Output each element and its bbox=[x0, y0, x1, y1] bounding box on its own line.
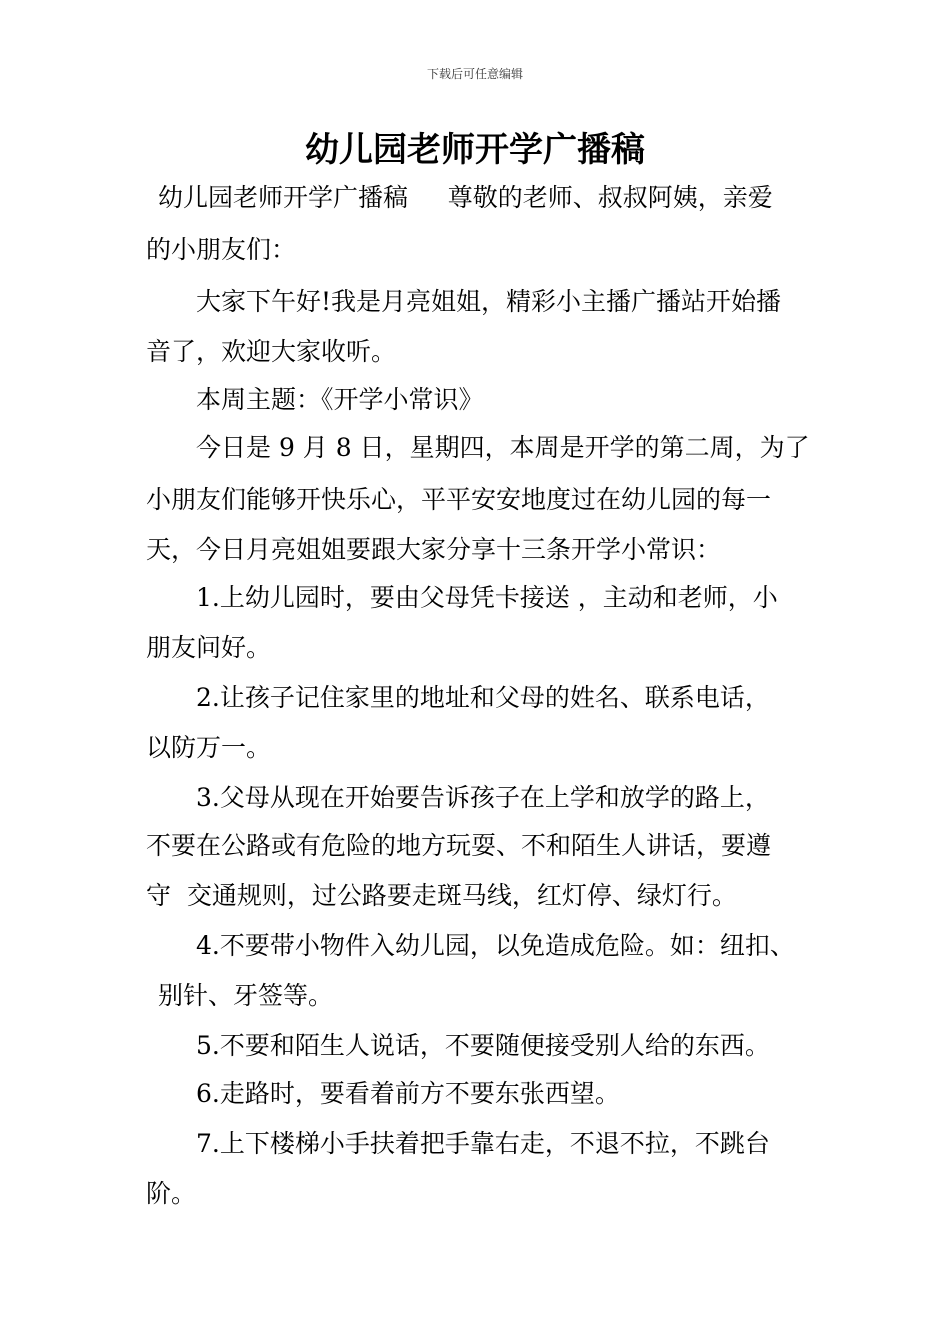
body-line: 守 交通规则，过公路要走斑马线，红灯停、绿灯行。 bbox=[146, 881, 737, 910]
body-line: 的小朋友们： bbox=[146, 235, 297, 264]
body-line: 6.走路时，要看着前方不要东张西望。 bbox=[196, 1079, 620, 1108]
body-line: 音了，欢迎大家收听。 bbox=[146, 337, 397, 366]
body-line: 不要在公路或有危险的地方玩耍、不和陌生人讲话，要遵 bbox=[146, 831, 772, 860]
body-line: 阶。 bbox=[146, 1179, 197, 1208]
body-line: 小朋友们能够开快乐心，平平安安地度过在幼儿园的每一 bbox=[146, 485, 772, 514]
body-line: 1.上幼儿园时，要由父母凭卡接送 ，主动和老师，小 bbox=[196, 583, 778, 612]
body-line: 天，今日月亮姐姐要跟大家分享十三条开学小常识： bbox=[146, 535, 722, 564]
body-line: 2.让孩子记住家里的地址和父母的姓名、联系电话， bbox=[196, 683, 770, 712]
body-line: 以防万一。 bbox=[146, 733, 272, 762]
body-line: 朋友问好。 bbox=[146, 633, 272, 662]
body-line: 今日是 9 月 8 日，星期四，本周是开学的第二周，为了 bbox=[196, 433, 810, 462]
body-line: 大家下午好!我是月亮姐姐，精彩小主播广播站开始播 bbox=[196, 287, 782, 316]
body-line: 7.上下楼梯小手扶着把手靠右走，不退不拉，不跳台 bbox=[196, 1129, 770, 1158]
body-line: 本周主题：《开学小常识》 bbox=[196, 385, 484, 414]
body-line: 3.父母从现在开始要告诉孩子在上学和放学的路上， bbox=[196, 783, 770, 812]
body-line: 别针、牙签等。 bbox=[158, 981, 334, 1010]
document-title: 幼儿园老师开学广播稿 bbox=[305, 130, 645, 170]
body-line: 4.不要带小物件入幼儿园，以免造成危险。如：纽扣、 bbox=[196, 931, 795, 960]
body-line: 幼儿园老师开学广播稿 尊敬的老师、叔叔阿姨，亲爱 bbox=[158, 183, 773, 212]
page-header-note: 下载后可任意编辑 bbox=[426, 67, 523, 81]
body-line: 5.不要和陌生人说话，不要随便接受别人给的东西。 bbox=[196, 1031, 770, 1060]
